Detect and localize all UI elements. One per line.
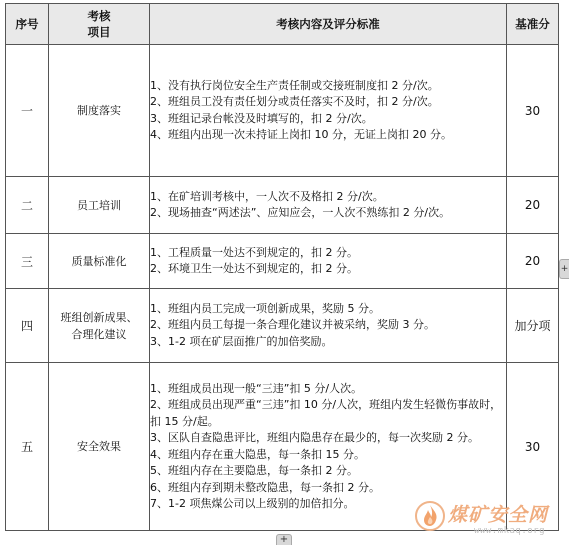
criteria-line: 1、在矿培训考核中，一人次不及格扣 2 分/次。 bbox=[150, 189, 384, 203]
row-number: 三 bbox=[6, 234, 49, 289]
table-row bbox=[6, 234, 559, 289]
watermark-url: www.mkaq.org bbox=[474, 526, 546, 536]
watermark-site-name: 煤矿安全网 bbox=[448, 504, 549, 526]
row-score: 30 bbox=[507, 45, 559, 177]
row-item bbox=[49, 177, 150, 234]
site-watermark bbox=[414, 498, 564, 542]
criteria-line: 1、没有执行岗位安全生产责任制或交接班制度扣 2 分/次。 bbox=[150, 78, 439, 92]
criteria-line: 4、班组内出现一次未持证上岗扣 10 分，无证上岗扣 20 分。 bbox=[150, 128, 452, 141]
row-score: 20 bbox=[507, 177, 559, 234]
row-item-line: 制度落实 bbox=[77, 104, 121, 117]
row-item-line: 质量标准化 bbox=[71, 254, 127, 268]
row-score: 20 bbox=[507, 234, 559, 289]
criteria-line: 6、班组内存到期未整改隐患，每一条扣 2 分。 bbox=[150, 480, 380, 494]
criteria-line: 2、环境卫生一处达不到规定的，扣 2 分。 bbox=[150, 262, 358, 275]
row-number: 四 bbox=[6, 289, 49, 363]
row-item-line: 安全效果 bbox=[77, 440, 121, 453]
row-content bbox=[150, 45, 507, 177]
row-item bbox=[49, 363, 150, 531]
table-row bbox=[6, 45, 559, 177]
flame-logo-icon bbox=[414, 500, 446, 532]
criteria-line: 2、班组员工没有责任划分或责任落实不及时，扣 2 分/次。 bbox=[150, 95, 439, 108]
criteria-line: 3、1-2 项在矿层面推广的加倍奖励。 bbox=[150, 334, 333, 348]
header-item bbox=[49, 4, 150, 45]
criteria-line: 2、班组成员出现严重“三违”扣 10 分/人次，班组内发生轻微伤事故时，扣 15 分/起。 bbox=[150, 398, 502, 428]
header-content: 考核内容及评分标准 bbox=[150, 4, 507, 45]
table-right-grip-icon[interactable]: + bbox=[559, 259, 569, 279]
row-score: 30 bbox=[507, 363, 559, 531]
criteria-line: 1、工程质量一处达不到规定的，扣 2 分。 bbox=[150, 245, 358, 259]
row-number: 一 bbox=[6, 45, 49, 177]
row-content bbox=[150, 177, 507, 234]
header-score: 基准分 bbox=[507, 4, 559, 45]
header-num: 序号 bbox=[6, 4, 49, 45]
assessment-table bbox=[5, 3, 559, 531]
row-number: 二 bbox=[6, 177, 49, 234]
row-item-line: 员工培训 bbox=[77, 198, 121, 212]
row-item bbox=[49, 234, 150, 289]
criteria-line: 7、1-2 项焦煤公司以上级别的加倍扣分。 bbox=[150, 497, 355, 510]
criteria-line: 3、班组记录台帐没及时填写的，扣 2 分/次。 bbox=[150, 111, 373, 125]
criteria-line: 3、区队自查隐患评比，班组内隐患存在最少的，每一次奖励 2 分。 bbox=[150, 431, 479, 444]
header-row bbox=[6, 4, 559, 45]
criteria-line: 2、班组内员工每提一条合理化建议并被采纳，奖励 3 分。 bbox=[150, 318, 435, 332]
criteria-line: 1、班组成员出现一般“三违”扣 5 分/人次。 bbox=[150, 381, 363, 395]
table-row bbox=[6, 289, 559, 363]
row-item-line: 合理化建议 bbox=[71, 327, 127, 341]
criteria-line: 2、现场抽查“两述法”、应知应会，一人次不熟练扣 2 分/次。 bbox=[150, 206, 451, 219]
header-item-line2: 项目 bbox=[87, 25, 111, 39]
criteria-line: 4、班组内存在重大隐患，每一条扣 15 分。 bbox=[150, 447, 365, 461]
table-row bbox=[6, 177, 559, 234]
row-item bbox=[49, 289, 150, 363]
criteria-line: 5、班组内存在主要隐患，每一条扣 2 分。 bbox=[150, 464, 358, 477]
row-number: 五 bbox=[6, 363, 49, 531]
criteria-line: 1、班组内员工完成一项创新成果，奖励 5 分。 bbox=[150, 301, 380, 315]
row-content bbox=[150, 289, 507, 363]
header-item-line1: 考核 bbox=[87, 9, 111, 23]
row-item bbox=[49, 45, 150, 177]
row-content bbox=[150, 234, 507, 289]
row-score: 加分项 bbox=[507, 289, 559, 363]
table-bottom-grip-icon[interactable]: + bbox=[276, 534, 292, 545]
row-item-line: 班组创新成果、 bbox=[60, 310, 138, 324]
